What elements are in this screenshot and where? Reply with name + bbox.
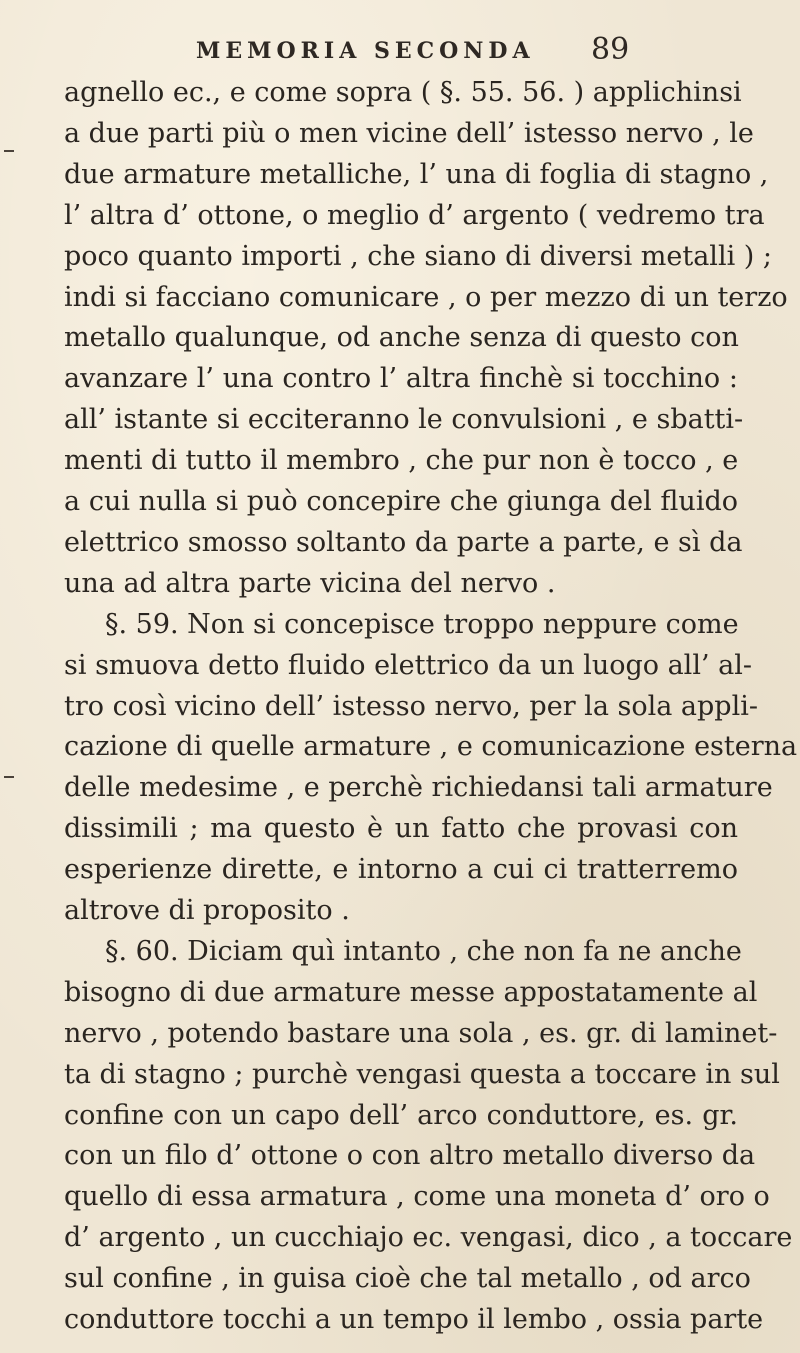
text-line: delle medesime , e perchè richiedansi tali armature <box>64 772 773 803</box>
text-line: nervo , potendo bastare una sola , es. gr. di laminet- <box>64 1018 778 1049</box>
text-line: elettrico smosso soltanto da parte a parte, e sì da <box>64 527 743 558</box>
text-line: indi si facciano comunicare , o per mezzo di un terzo <box>64 282 788 313</box>
text-line: l’ altra d’ ottone, o meglio d’ argento ( vedremo tra <box>64 200 765 231</box>
text-line: cazione di quelle armature , e comunicazione esterna <box>64 731 798 762</box>
text-line: sul confine , in guisa cioè che tal metallo , od arco <box>64 1263 751 1294</box>
text-line: metallo qualunque, od anche senza di questo con <box>64 322 739 353</box>
text-line: bisogno di due armature messe appostatamente al <box>64 977 758 1008</box>
text-line: a cui nulla si può concepire che giunga del fluido <box>64 486 738 517</box>
text-line: conduttore tocchi a un tempo il lembo , ossia parte <box>64 1304 764 1335</box>
margin-mark <box>4 776 14 778</box>
text-line: quello di essa armatura , come una moneta d’ oro o <box>64 1181 770 1212</box>
text-line: una ad altra parte vicina del nervo . <box>64 568 556 599</box>
margin-mark <box>4 150 14 152</box>
text-line: tro così vicino dell’ istesso nervo, per la sola appli- <box>64 691 758 722</box>
text-line: poco quanto importi , che siano di diversi metalli ) ; <box>64 241 773 272</box>
running-title: MEMORIA SECONDA <box>196 38 535 64</box>
text-line: si smuova detto fluido elettrico da un luogo all’ al- <box>64 650 752 681</box>
text-line: confine con un capo dell’ arco conduttore, es. gr. <box>64 1100 738 1131</box>
text-line: menti di tutto il membro , che pur non è tocco , e <box>64 445 739 476</box>
text-line: dissimili ; ma questo è un fatto che provasi con <box>64 813 738 844</box>
text-line: agnello ec., e come sopra ( §. 55. 56. ) applichinsi <box>64 77 742 108</box>
text-line: ta di stagno ; purchè vengasi questa a toccare in sul <box>64 1059 780 1090</box>
text-line: avanzare l’ una contro l’ altra finchè si tocchino : <box>64 363 738 394</box>
text-line: con un filo d’ ottone o con altro metallo diverso da <box>64 1140 756 1171</box>
text-line: due armature metalliche, l’ una di foglia di stagno , <box>64 159 769 190</box>
text-line: esperienze dirette, e intorno a cui ci tratterremo <box>64 854 738 885</box>
section-heading-line: §. 59. Non si concepisce troppo neppure come <box>105 609 739 640</box>
text-line: d’ argento , un cucchiajo ec. vengasi, dico , a toccare <box>64 1222 793 1253</box>
section-heading-line: §. 60. Diciam quì intanto , che non fa ne anche <box>105 936 742 967</box>
text-line: altrove di proposito . <box>64 895 350 926</box>
page-number: 89 <box>591 32 630 67</box>
text-line: a due parti più o men vicine dell’ istesso nervo , le <box>64 118 754 149</box>
text-line: all’ istante si ecciteranno le convulsioni , e sbatti- <box>64 404 744 435</box>
